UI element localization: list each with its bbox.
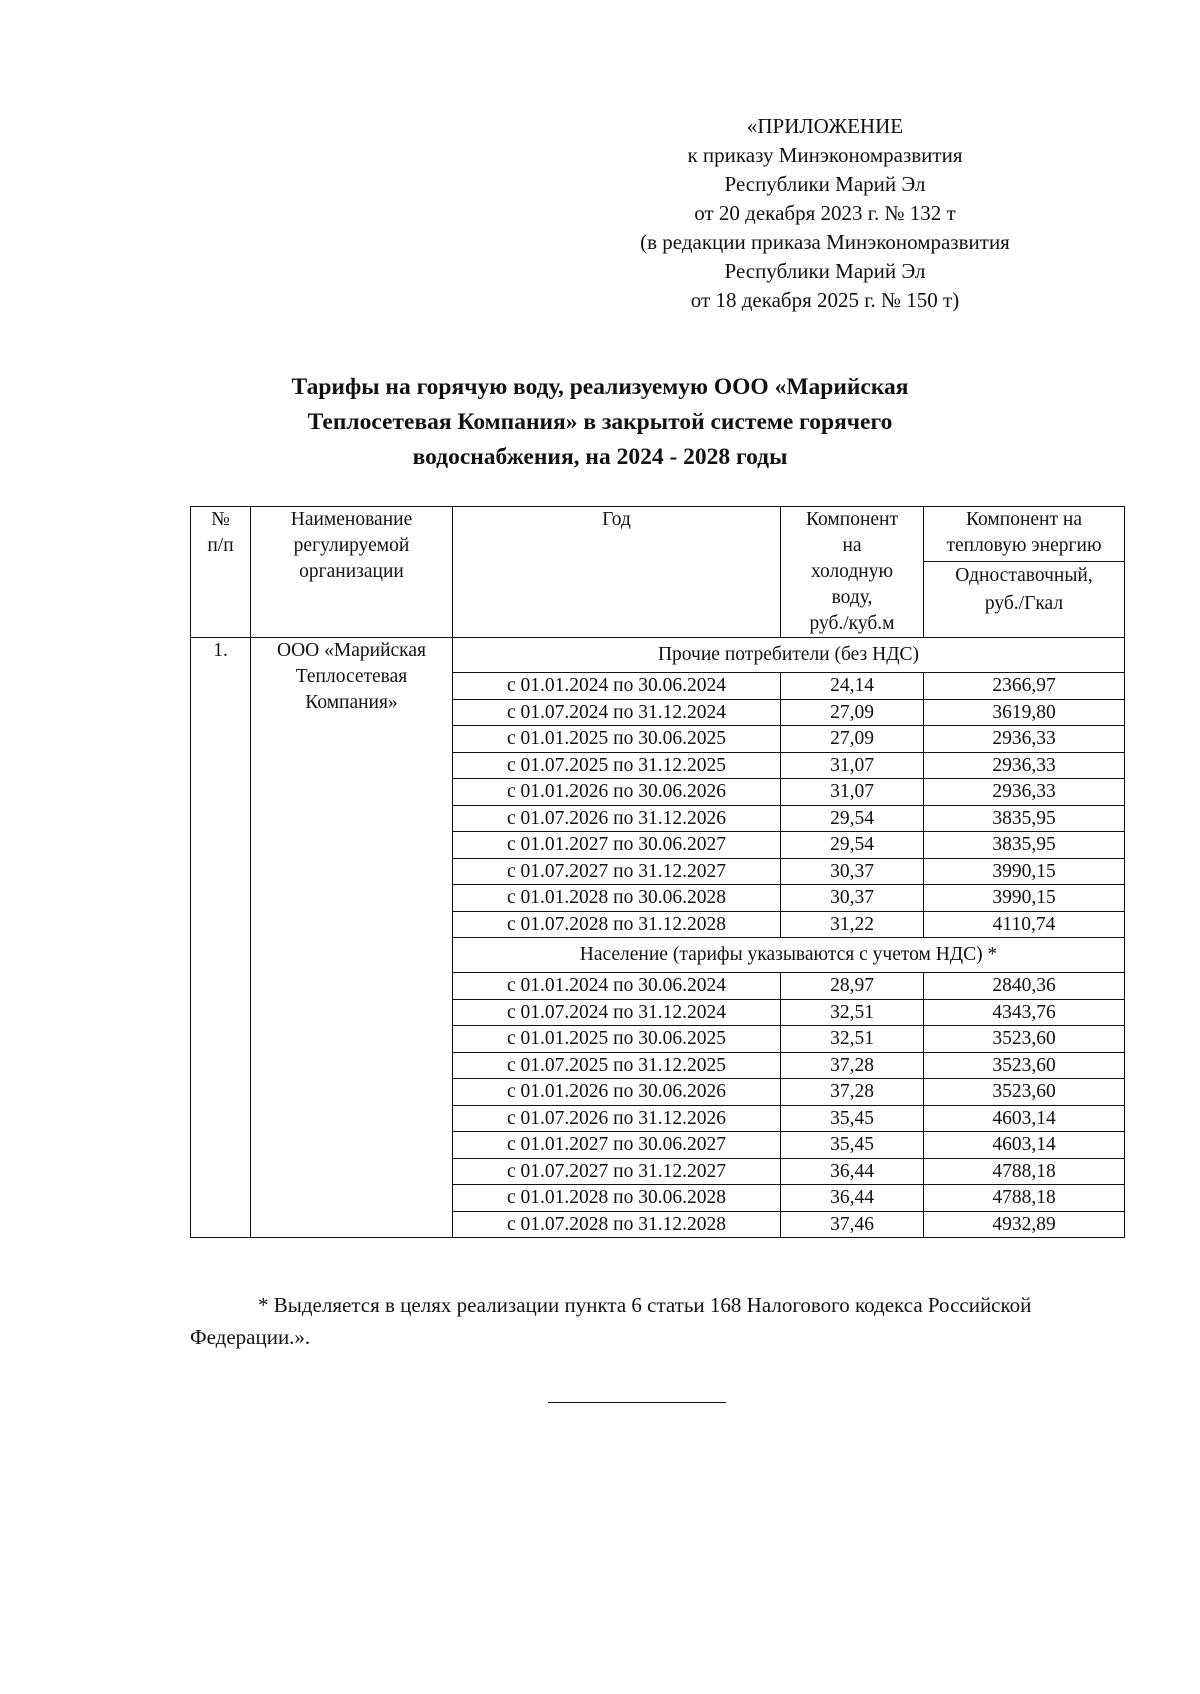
header-number: № п/п (191, 507, 251, 638)
cold-water-cell: 30,37 (781, 885, 924, 912)
cold-water-cell: 37,28 (781, 1079, 924, 1106)
cold-water-cell: 32,51 (781, 999, 924, 1026)
heat-cell: 3990,15 (924, 885, 1125, 912)
heat-cell: 2366,97 (924, 673, 1125, 700)
group-label-other-consumers: Прочие потребители (без НДС) (453, 638, 1125, 673)
period-cell: с 01.01.2028 по 30.06.2028 (453, 885, 781, 912)
document-title-line: водоснабжения, на 2024 - 2028 годы (412, 444, 788, 470)
heat-cell: 3523,60 (924, 1026, 1125, 1053)
organization-name: ООО «Марийская Теплосетевая Компания» (251, 638, 453, 1238)
appendix-header (600, 112, 1050, 315)
header-year: Год (453, 507, 781, 638)
period-cell: с 01.01.2028 по 30.06.2028 (453, 1185, 781, 1212)
period-cell: с 01.07.2028 по 31.12.2028 (453, 1211, 781, 1238)
heat-cell: 3619,80 (924, 699, 1125, 726)
heat-cell: 4932,89 (924, 1211, 1125, 1238)
period-cell: с 01.01.2026 по 30.06.2026 (453, 779, 781, 806)
appendix-header-line: Республики Марий Эл (724, 172, 926, 196)
cold-water-cell: 29,54 (781, 805, 924, 832)
heat-cell: 3835,95 (924, 832, 1125, 859)
period-cell: с 01.01.2027 по 30.06.2027 (453, 832, 781, 859)
cold-water-cell: 24,14 (781, 673, 924, 700)
period-cell: с 01.07.2025 по 31.12.2025 (453, 1052, 781, 1079)
heat-cell: 4603,14 (924, 1105, 1125, 1132)
document-title-line: Теплосетевая Компания» в закрытой системе горячего (307, 409, 893, 435)
cold-water-cell: 30,37 (781, 858, 924, 885)
appendix-header-line: от 18 декабря 2025 г. № 150 т) (690, 288, 960, 312)
cold-water-cell: 37,28 (781, 1052, 924, 1079)
heat-cell: 2840,36 (924, 973, 1125, 1000)
period-cell: с 01.07.2026 по 31.12.2026 (453, 1105, 781, 1132)
period-cell: с 01.07.2027 по 31.12.2027 (453, 1158, 781, 1185)
period-cell: с 01.01.2025 по 30.06.2025 (453, 726, 781, 753)
header-cold-water-component: Компонент на холодную воду, руб./куб.м (781, 507, 924, 638)
header-heat-component: Компонент на тепловую энергию (924, 507, 1125, 562)
header-heat-single-rate: Одноставочный, руб./Гкал (924, 562, 1125, 638)
appendix-header-line: «ПРИЛОЖЕНИЕ (746, 114, 904, 138)
document-title-line: Тарифы на горячую воду, реализуемую ООО «Марийская (291, 374, 909, 400)
cold-water-cell: 31,22 (781, 911, 924, 938)
appendix-header-line: (в редакции приказа Минэкономразвития (640, 230, 1010, 254)
period-cell: с 01.01.2027 по 30.06.2027 (453, 1132, 781, 1159)
period-cell: с 01.07.2024 по 31.12.2024 (453, 699, 781, 726)
cold-water-cell: 31,07 (781, 752, 924, 779)
period-cell: с 01.07.2028 по 31.12.2028 (453, 911, 781, 938)
heat-cell: 2936,33 (924, 752, 1125, 779)
cold-water-cell: 35,45 (781, 1105, 924, 1132)
heat-cell: 3990,15 (924, 858, 1125, 885)
cold-water-cell: 35,45 (781, 1132, 924, 1159)
heat-cell: 4110,74 (924, 911, 1125, 938)
period-cell: с 01.07.2026 по 31.12.2026 (453, 805, 781, 832)
heat-cell: 3523,60 (924, 1079, 1125, 1106)
period-cell: с 01.01.2026 по 30.06.2026 (453, 1079, 781, 1106)
cold-water-cell: 29,54 (781, 832, 924, 859)
document-title (190, 370, 1010, 475)
cold-water-cell: 31,07 (781, 779, 924, 806)
group-label-population: Население (тарифы указываются с учетом НДС) * (453, 938, 1125, 973)
heat-cell: 2936,33 (924, 779, 1125, 806)
cold-water-cell: 37,46 (781, 1211, 924, 1238)
cold-water-cell: 32,51 (781, 1026, 924, 1053)
closing-divider (548, 1402, 726, 1403)
period-cell: с 01.07.2024 по 31.12.2024 (453, 999, 781, 1026)
heat-cell: 4788,18 (924, 1185, 1125, 1212)
tariff-table (190, 506, 1125, 1238)
period-cell: с 01.01.2024 по 30.06.2024 (453, 673, 781, 700)
period-cell: с 01.01.2024 по 30.06.2024 (453, 973, 781, 1000)
header-organization: Наименование регулируемой организации (251, 507, 453, 638)
heat-cell: 3523,60 (924, 1052, 1125, 1079)
cold-water-cell: 36,44 (781, 1158, 924, 1185)
cold-water-cell: 27,09 (781, 699, 924, 726)
cold-water-cell: 28,97 (781, 973, 924, 1000)
footnote: * Выделяется в целях реализации пункта 6 статьи 168 Налогового кодекса Российской Федерации.». (190, 1293, 1032, 1349)
period-cell: с 01.07.2027 по 31.12.2027 (453, 858, 781, 885)
period-cell: с 01.01.2025 по 30.06.2025 (453, 1026, 781, 1053)
row-number: 1. (191, 638, 251, 1238)
heat-cell: 4343,76 (924, 999, 1125, 1026)
heat-cell: 4603,14 (924, 1132, 1125, 1159)
cold-water-cell: 36,44 (781, 1185, 924, 1212)
cold-water-cell: 27,09 (781, 726, 924, 753)
heat-cell: 2936,33 (924, 726, 1125, 753)
heat-cell: 3835,95 (924, 805, 1125, 832)
period-cell: с 01.07.2025 по 31.12.2025 (453, 752, 781, 779)
appendix-header-line: Республики Марий Эл (724, 259, 926, 283)
heat-cell: 4788,18 (924, 1158, 1125, 1185)
appendix-header-line: к приказу Минэкономразвития (687, 143, 963, 167)
appendix-header-line: от 20 декабря 2023 г. № 132 т (694, 201, 956, 225)
